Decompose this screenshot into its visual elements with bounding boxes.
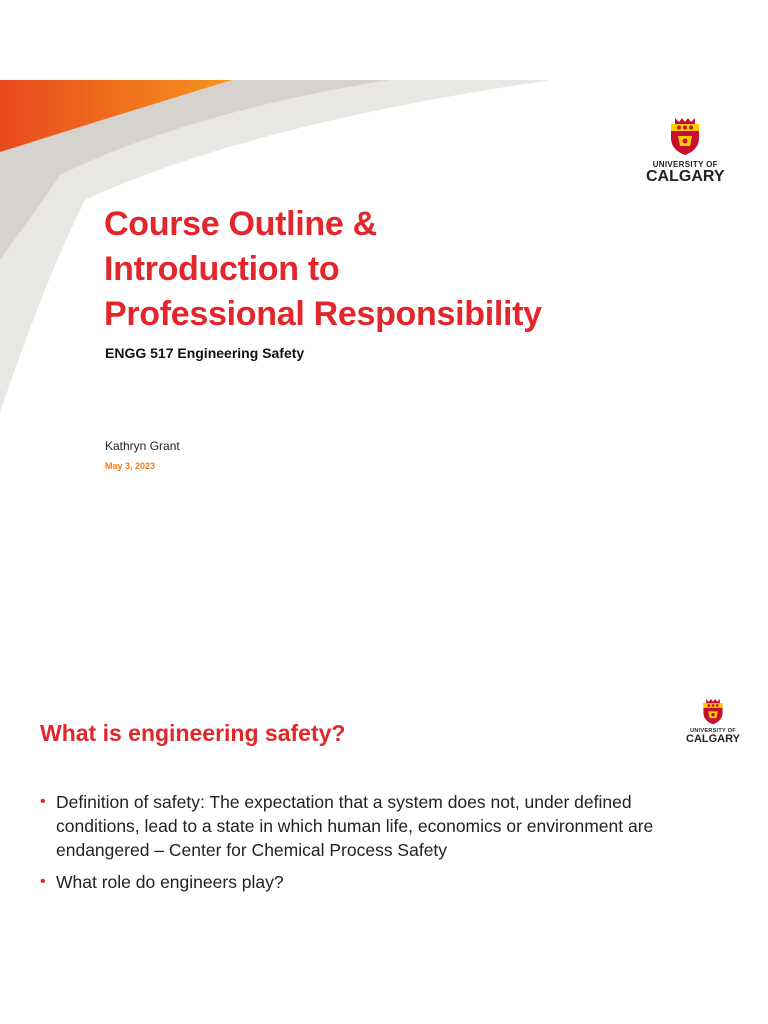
title-slide [0, 80, 768, 512]
presentation-date: May 3, 2023 [105, 461, 156, 471]
bullet-text: Definition of safety: The expectation that a system does not, under defined conditions, lead to a state in which human life, economics or environment are endangered – Center for Chemical Process Safety [56, 792, 654, 860]
slide-heading: What is engineering safety? [40, 720, 346, 746]
bullet-list [40, 790, 660, 902]
bullet-dot: • [40, 873, 46, 890]
slide-title [104, 202, 542, 337]
university-crest-icon [669, 118, 701, 156]
university-crest-icon [702, 699, 724, 725]
bullet-dot: • [40, 793, 46, 810]
slide-title-line: Introduction to [104, 250, 340, 288]
logo-university-of-text: UNIVERSITY OF [690, 728, 736, 734]
logo-calgary-text: CALGARY [646, 168, 725, 185]
author-name: Kathryn Grant [105, 439, 180, 453]
logo-calgary-text: CALGARY [686, 733, 740, 745]
logo-university-of-text: UNIVERSITY OF [652, 160, 718, 169]
university-logo [646, 118, 725, 185]
slide-title-line: Professional Responsibility [104, 295, 542, 333]
university-logo [686, 699, 740, 745]
bullet-text: What role do engineers play? [56, 872, 284, 892]
slide-title-line: Course Outline & [104, 205, 377, 243]
course-subtitle: ENGG 517 Engineering Safety [105, 345, 305, 361]
bullet-item [40, 870, 660, 894]
bullet-item [40, 790, 660, 862]
content-slide [0, 584, 768, 1024]
